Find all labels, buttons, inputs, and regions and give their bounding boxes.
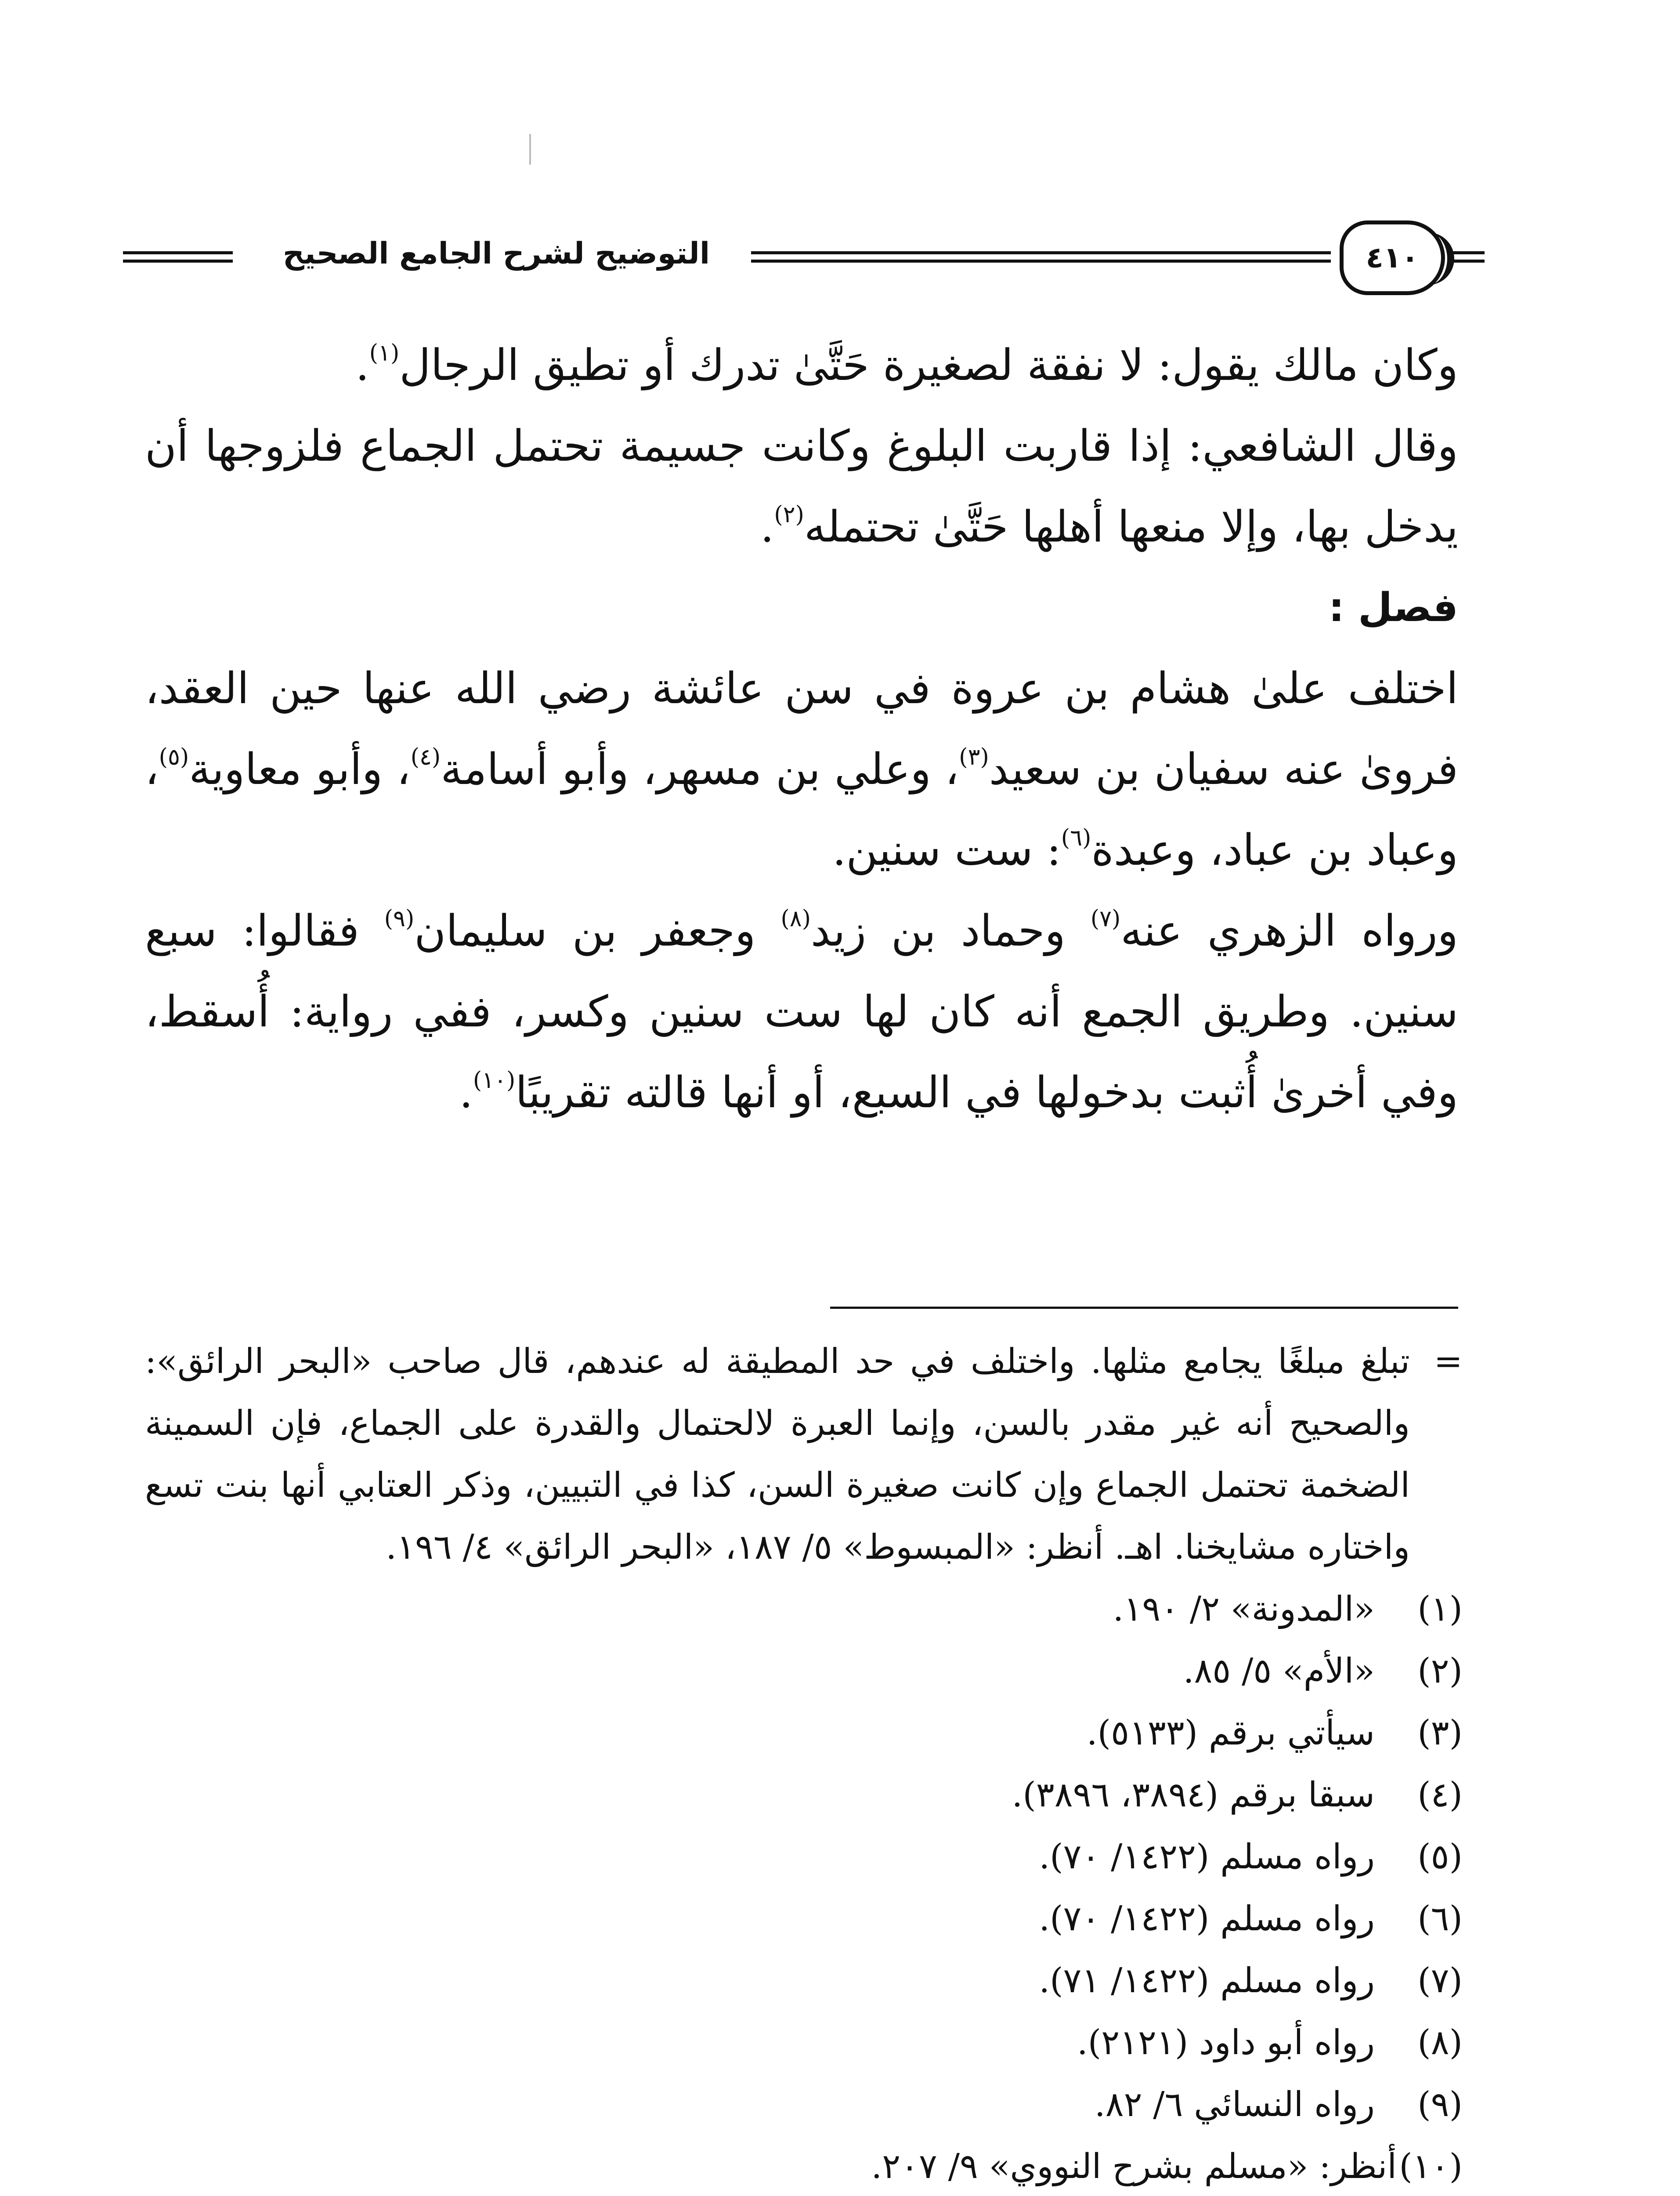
footnote-ref[interactable]: (١٠) bbox=[473, 1067, 516, 1094]
footnote-text: رواه مسلم (١٤٢٢/ ٧١). bbox=[1039, 1961, 1375, 2001]
print-mark bbox=[529, 134, 531, 165]
paragraph-text: وقال الشافعي: إذا قاربت البلوغ وكانت جسيمة تحتمل الجماع فلزوجها أن يدخل بها، وإلا منعها أهلها حَتَّىٰ تحتمله bbox=[145, 421, 1458, 552]
page-number: ٤١٠ bbox=[1366, 241, 1419, 274]
paragraph-text: ورواه الزهري عنه bbox=[1120, 906, 1458, 956]
footnote-item bbox=[145, 1888, 1463, 1950]
footnote-text: «الأم» ٥/ ٨٥. bbox=[1183, 1651, 1375, 1691]
footnote-item bbox=[145, 1764, 1463, 1826]
footnote-text: أنظر: «مسلم بشرح النووي» ٩/ ٢٠٧. bbox=[871, 2147, 1397, 2186]
footnote-text: رواه مسلم (١٤٢٢/ ٧٠). bbox=[1039, 1837, 1375, 1877]
paragraph-aisha-age bbox=[145, 648, 1458, 891]
footnote-number: (١) bbox=[1417, 1589, 1463, 1629]
running-title: التوضيح لشرح الجامع الصحيح bbox=[282, 236, 710, 271]
footnote-text: «المدونة» ٢/ ١٩٠. bbox=[1113, 1589, 1375, 1629]
paragraph-text: ، وعباد بن عباد، وعبدة bbox=[145, 744, 1458, 875]
footnote-ref[interactable]: (٣) bbox=[959, 744, 989, 771]
footnotes bbox=[145, 1331, 1463, 2196]
footnote-text: رواه النسائي ٦/ ٨٢. bbox=[1094, 2085, 1375, 2124]
footnote-number: (١٠) bbox=[1399, 2147, 1463, 2186]
footnote-ref[interactable]: (٨) bbox=[780, 906, 811, 932]
footnote-ref[interactable]: (٥) bbox=[159, 744, 189, 771]
footnote-item bbox=[145, 1826, 1463, 1888]
footnote-item bbox=[145, 1640, 1463, 1702]
paragraph-text: ، وأبو معاوية bbox=[189, 744, 411, 795]
footnote-number: (٤) bbox=[1417, 1775, 1463, 1815]
paragraph-zuhri bbox=[145, 891, 1458, 1133]
paragraph-end: . bbox=[760, 502, 774, 552]
footnote-continuation bbox=[145, 1331, 1463, 1578]
footnote-number: (٢) bbox=[1417, 1651, 1463, 1691]
footnote-ref[interactable]: (٧) bbox=[1090, 906, 1121, 932]
footnote-number: (٧) bbox=[1417, 1961, 1463, 2001]
footnote-number: (٣) bbox=[1417, 1713, 1463, 1753]
footnote-ref[interactable]: (٦) bbox=[1061, 825, 1091, 852]
paragraph-end: . bbox=[355, 340, 369, 390]
footnote-text: سبقا برقم (٣٨٩٤، ٣٨٩٦). bbox=[1012, 1775, 1375, 1815]
continuation-mark: = bbox=[1434, 1342, 1463, 1381]
footnote-ref[interactable]: (٩) bbox=[384, 906, 415, 932]
header-rule-middle bbox=[751, 251, 1331, 263]
header-rule-left bbox=[123, 251, 233, 263]
footnote-separator bbox=[830, 1307, 1458, 1309]
footnote-ref[interactable]: (١) bbox=[369, 340, 400, 367]
footnote-text: رواه أبو داود (٢١٢١). bbox=[1077, 2023, 1375, 2062]
header-rule-right bbox=[1449, 251, 1485, 263]
footnote-number: (٦) bbox=[1417, 1899, 1463, 1939]
paragraph-end: . bbox=[459, 1068, 473, 1118]
footnote-item bbox=[145, 1578, 1463, 1640]
paragraph-text: فقالوا: سبع سنين. وطريق الجمع أنه كان لها ست سنين وكسر، ففي رواية: أُسقط، وفي أخرىٰ أُثبت بدخولها في السبع، أو أنها قالته تقريبًا bbox=[145, 906, 1458, 1118]
paragraph-text: وجعفر بن سليمان bbox=[414, 906, 781, 956]
footnote-item bbox=[145, 1950, 1463, 2012]
paragraph-malik bbox=[145, 325, 1458, 406]
footnote-number: (٩) bbox=[1417, 2085, 1463, 2124]
footnote-continuation-text: تبلغ مبلغًا يجامع مثلها. واختلف في حد المطيقة له عندهم، قال صاحب «البحر الرائق»: والصحيح أنه غير مقدر بالسن، وإنما العبرة لالحتمال والقدرة على الجماع، فإن السمينة الضخمة تحتمل الجماع وإن كانت صغيرة السن، كذا في التبيين، وذكر العتابي أنها بنت تسع واختاره مشايخنا. اهـ. أنظر: «المبسوط» ٥/ ١٨٧، «البحر الرائق» ٤/ ١٩٦. bbox=[145, 1342, 1410, 1567]
footnote-ref[interactable]: (٤) bbox=[410, 744, 441, 771]
footnote-item bbox=[145, 2012, 1463, 2074]
footnote-item bbox=[145, 2136, 1463, 2196]
paragraph-text: وحماد بن زيد bbox=[810, 906, 1091, 956]
footnote-text: سيأتي برقم (٥١٣٣). bbox=[1086, 1713, 1375, 1753]
page-number-badge bbox=[1340, 220, 1445, 295]
footnote-text: رواه مسلم (١٤٢٢/ ٧٠). bbox=[1039, 1899, 1375, 1939]
footnote-number: (٥) bbox=[1417, 1837, 1463, 1877]
paragraph-shafii bbox=[145, 406, 1458, 567]
footnote-item bbox=[145, 2074, 1463, 2136]
footnote-number: (٨) bbox=[1417, 2023, 1463, 2062]
footnote-ref[interactable]: (٢) bbox=[774, 502, 804, 528]
paragraph-text: : ست سنين. bbox=[832, 825, 1061, 875]
main-text bbox=[145, 325, 1458, 1133]
footnote-item bbox=[145, 1702, 1463, 1764]
paragraph-text: وكان مالك يقول: لا نفقة لصغيرة حَتَّىٰ تدرك أو تطيق الرجال bbox=[399, 340, 1458, 390]
paragraph-text: ، وعلي بن مسهر، وأبو أسامة bbox=[441, 744, 959, 795]
section-heading: فصل : bbox=[1328, 585, 1458, 631]
paragraph-text: اختلف علىٰ هشام بن عروة في سن عائشة رضي الله عنها حين العقد، فروىٰ عنه سفيان بن سعيد bbox=[145, 664, 1459, 795]
page-header bbox=[123, 224, 1476, 294]
